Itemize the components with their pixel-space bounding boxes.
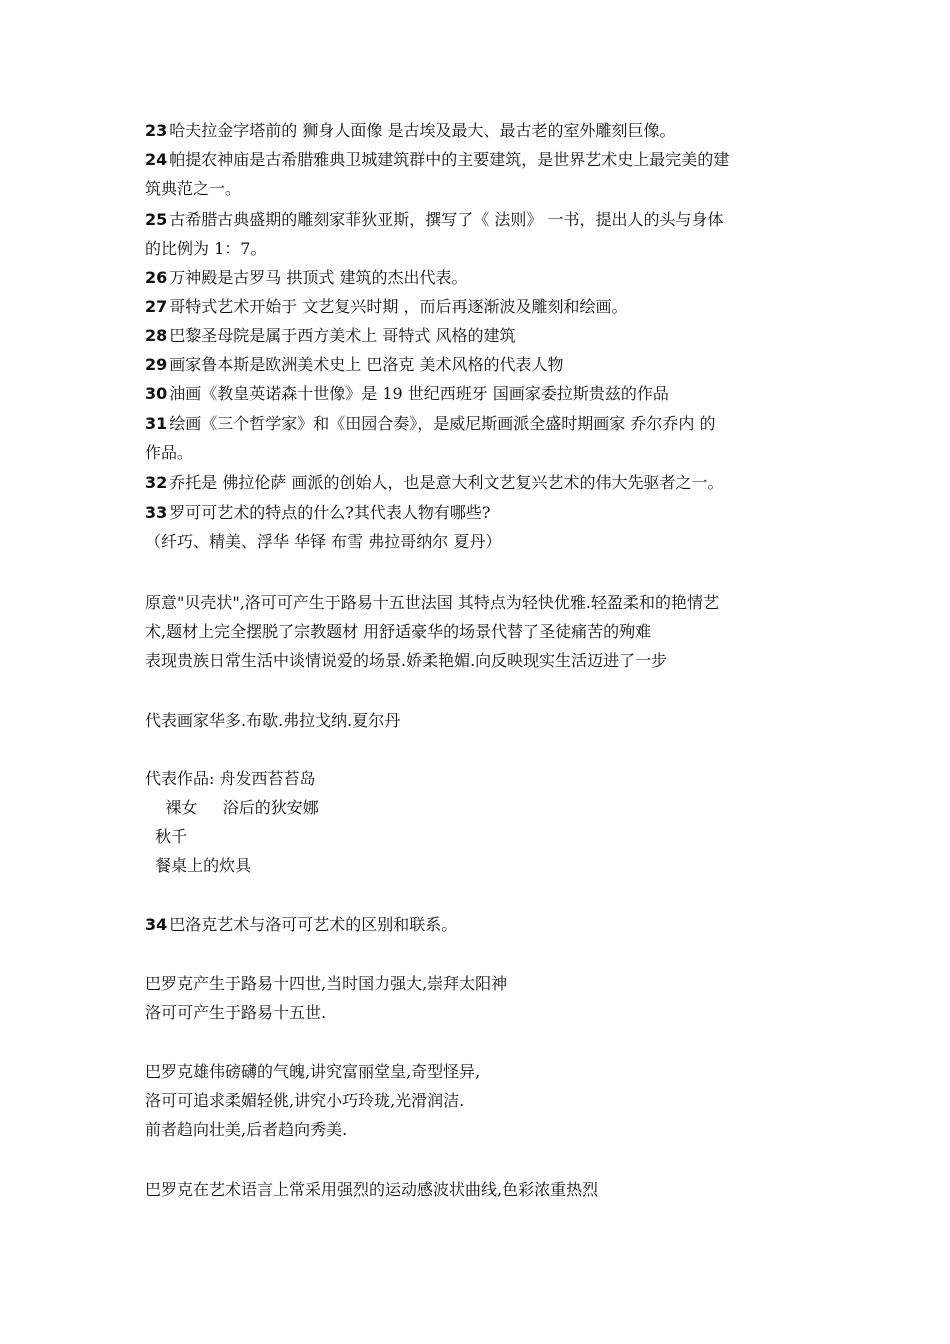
item-number: 29 <box>145 355 168 374</box>
compare-line: 前者趋向壮美,后者趋向秀美. <box>145 1120 348 1139</box>
qa-item-25-cont: 的比例为 1：7。 <box>145 239 267 258</box>
rococo-work: 裸女 浴后的狄安娜 <box>145 798 319 817</box>
item-text: 古希腊古典盛期的雕刻家菲狄亚斯，撰写了《 法则》 一书，提出人的头与身体 <box>169 210 724 229</box>
item-text: 哈夫拉金字塔前的 狮身人面像 是古埃及最大、最古老的室外雕刻巨像。 <box>169 121 676 140</box>
qa-item-25 <box>145 209 723 231</box>
qa-item-33 <box>145 502 490 524</box>
item-number: 23 <box>145 121 168 140</box>
qa-item-26 <box>145 267 467 289</box>
item-text: 罗可可艺术的特点的什么?其代表人物有哪些? <box>169 503 491 522</box>
qa-item-31 <box>145 413 715 435</box>
rococo-paragraph-line: 术,题材上完全摆脱了宗教题材 用舒适豪华的场景代替了圣徒痛苦的殉难 <box>145 622 652 641</box>
item-text: 帕提农神庙是古希腊雅典卫城建筑群中的主要建筑，是世界艺术史上最完美的建 <box>169 150 730 169</box>
item-number: 34 <box>145 915 168 934</box>
item-text: 乔托是 佛拉伦萨 画派的创始人，也是意大利文艺复兴艺术的伟大先驱者之一。 <box>169 473 724 492</box>
item-text: 巴洛克艺术与洛可可艺术的区别和联系。 <box>169 915 458 934</box>
rococo-work: 秋千 <box>145 827 188 846</box>
qa-item-24-cont: 筑典范之一。 <box>145 179 242 198</box>
item-text: 巴黎圣母院是属于西方美术上 哥特式 风格的建筑 <box>169 326 516 345</box>
item-text: 万神殿是古罗马 拱顶式 建筑的杰出代表。 <box>169 268 468 287</box>
qa-item-23 <box>145 120 675 142</box>
compare-line: 巴罗克雄伟磅礴的气魄,讲究富丽堂皇,奇型怪异, <box>145 1062 481 1081</box>
qa-item-34 <box>145 914 457 936</box>
item-number: 31 <box>145 414 168 433</box>
compare-line: 洛可可产生于路易十五世. <box>145 1003 327 1022</box>
qa-item-32 <box>145 472 723 494</box>
rococo-paragraph-line: 表现贵族日常生活中谈情说爱的场景.娇柔艳媚.向反映现实生活迈进了一步 <box>145 651 668 670</box>
item-number: 32 <box>145 473 168 492</box>
item-text: 绘画《三个哲学家》和《田园合奏》，是威尼斯画派全盛时期画家 乔尔乔内 的 <box>169 414 716 433</box>
item-number: 33 <box>145 503 168 522</box>
item-number: 30 <box>145 384 168 403</box>
compare-line: 洛可可追求柔媚轻佻,讲究小巧玲珑,光滑润洁. <box>145 1091 465 1110</box>
compare-line: 巴罗克产生于路易十四世,当时国力强大,崇拜太阳神 <box>145 974 508 993</box>
rococo-works-label: 代表作品: 舟发西苔苔岛 <box>145 769 316 788</box>
item-text: 画家鲁本斯是欧洲美术史上 巴洛克 美术风格的代表人物 <box>169 355 564 374</box>
rococo-paragraph-line: 原意"贝壳状",洛可可产生于路易十五世法国 其特点为轻快优雅.轻盈柔和的艳情艺 <box>145 593 719 612</box>
item-number: 24 <box>145 150 168 169</box>
item-number: 27 <box>145 297 168 316</box>
rococo-work: 餐桌上的炊具 <box>145 856 252 875</box>
item-text: 油画《教皇英诺森十世像》是 19 世纪西班牙 国画家委拉斯贵兹的作品 <box>169 384 669 403</box>
qa-item-30 <box>145 383 669 405</box>
compare-line: 巴罗克在艺术语言上常采用强烈的运动感波状曲线,色彩浓重热烈 <box>145 1180 599 1199</box>
qa-item-29 <box>145 354 563 376</box>
qa-item-33-answer: （纤巧、精美、浮华 华铎 布雪 弗拉哥纳尔 夏丹） <box>145 532 502 551</box>
qa-item-27 <box>145 296 627 318</box>
rococo-painters: 代表画家华多.布歇.弗拉戈纳.夏尔丹 <box>145 711 401 730</box>
item-number: 25 <box>145 210 168 229</box>
item-text: 哥特式艺术开始于 文艺复兴时期 ，而后再逐渐波及雕刻和绘画。 <box>169 297 628 316</box>
qa-item-24 <box>145 149 729 171</box>
qa-item-28 <box>145 325 515 347</box>
item-number: 28 <box>145 326 168 345</box>
item-number: 26 <box>145 268 168 287</box>
qa-item-31-cont: 作品。 <box>145 443 194 462</box>
